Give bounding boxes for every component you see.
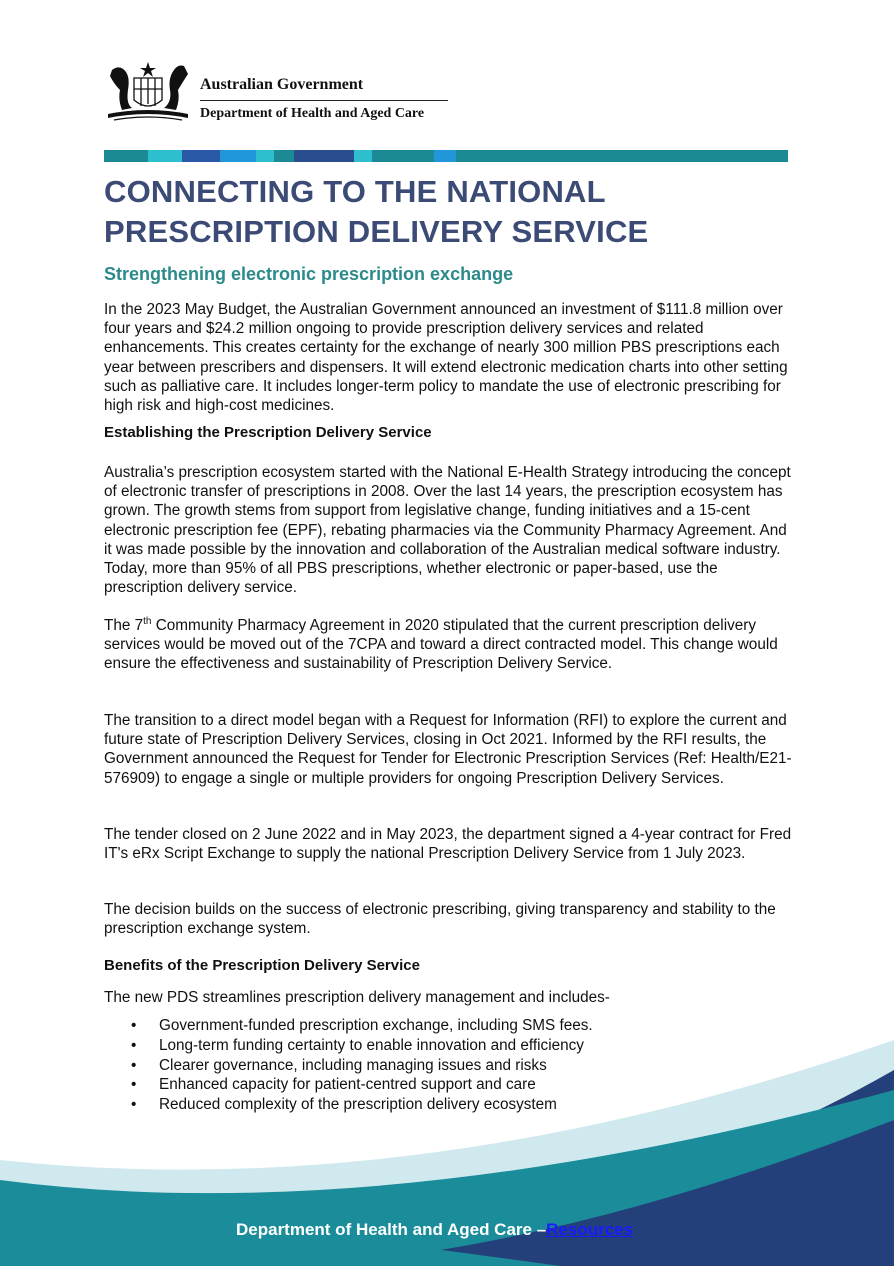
department-name: Department of Health and Aged Care [200, 106, 425, 121]
paragraph-decision: The decision builds on the success of electronic prescribing, giving transparency and stability to the prescription exchange system. [104, 901, 776, 938]
intro-paragraph: In the 2023 May Budget, the Australian Government announced an investment of $111.8 million over four years and $24.2 million ongoing to provide prescription delivery services and related enhancements. This creates certainty for the exchange of nearly 300 million PBS prescriptions each year between prescribers and dispensers. It will extend electronic medication charts into other setting such as palliative care. It includes longer-term policy to mandate the use of electronic prescribing for high risk and high-cost medicines. [104, 301, 788, 415]
paragraph-text: The 7 [104, 617, 144, 634]
bar-segment [294, 150, 354, 162]
paragraph-pharmacy-agreement [104, 616, 794, 674]
section-heading-benefits: Benefits of the Prescription Delivery Service [104, 957, 420, 974]
bullet-icon: • [131, 1017, 137, 1034]
bar-segment [182, 150, 220, 162]
page-title: CONNECTING TO THE NATIONAL PRESCRIPTION DELIVERY SERVICE [104, 174, 649, 249]
coat-of-arms-icon [104, 60, 192, 124]
superscript-ordinal: th [143, 615, 152, 627]
bar-segment [434, 150, 456, 162]
paragraph-ecosystem: Australia’s prescription ecosystem started with the National E-Health Strategy introducing the concept of electronic transfer of prescriptions in 2008. Over the last 14 years, the prescription ecosystem has grown. The growth stems from support from legislative change, funding initiatives and a 15-cent electronic prescription fee (EPF), rebating pharmacies via the Community Pharmacy Agreement. And it was made possible by the innovation and collaboration of the Australian medical software industry. Today, more than 95% of all PBS prescriptions, whether electronic or paper-based, use the prescription delivery service. [104, 464, 791, 597]
decorative-color-bar [104, 150, 788, 162]
footer-text: Department of Health and Aged Care – [236, 1220, 547, 1239]
bullet-icon: • [131, 1076, 137, 1094]
bar-segment [274, 150, 294, 162]
government-name: Australian Government [200, 76, 364, 93]
header-divider [200, 100, 448, 101]
list-item-text: Government-funded prescription exchange, including SMS fees. [159, 1017, 593, 1034]
section-heading-establishing: Establishing the Prescription Delivery Service [104, 424, 432, 441]
resources-link[interactable]: Resources [546, 1220, 634, 1239]
list-item-text: Reduced complexity of the prescription delivery ecosystem [159, 1096, 557, 1114]
footer-bar [236, 1220, 633, 1240]
paragraph-transition: The transition to a direct model began with a Request for Information (RFI) to explore the current and future state of Prescription Delivery Services, closing in Oct 2021. Informed by the RFI results, the Government announced the Request for Tender for Electronic Prescription Services (Ref: Health/E21- 576909) to engage a single or multiple providers for ongoing Prescription Delivery Services. [104, 712, 792, 787]
bar-segment [220, 150, 256, 162]
bar-segment [148, 150, 182, 162]
bar-segment [456, 150, 788, 162]
bar-segment [256, 150, 274, 162]
bar-segment [104, 150, 148, 162]
bar-segment [372, 150, 434, 162]
paragraph-text: Community Pharmacy Agreement in 2020 stipulated that the current prescription delivery services would be moved out of the 7CPA and toward a direct contracted model. This change would ensure the effectiveness and sustainability of Prescription Delivery Service. [104, 617, 778, 673]
benefits-intro: The new PDS streamlines prescription delivery management and includes- [104, 989, 610, 1006]
paragraph-tender: The tender closed on 2 June 2022 and in May 2023, the department signed a 4-year contract for Fred IT's eRx Script Exchange to supply the national Prescription Delivery Service from 1 July 2023. [104, 826, 792, 863]
bar-segment [354, 150, 372, 162]
bullet-icon: • [131, 1056, 137, 1074]
list-item-text: Enhanced capacity for patient-centred support and care [159, 1076, 536, 1094]
page-subtitle: Strengthening electronic prescription exchange [104, 264, 514, 284]
bullet-icon: • [131, 1096, 137, 1114]
list-item-text: Long-term funding certainty to enable innovation and efficiency [159, 1036, 584, 1054]
list-item-text: Clearer governance, including managing issues and risks [159, 1056, 547, 1074]
bullet-icon: • [131, 1036, 137, 1054]
